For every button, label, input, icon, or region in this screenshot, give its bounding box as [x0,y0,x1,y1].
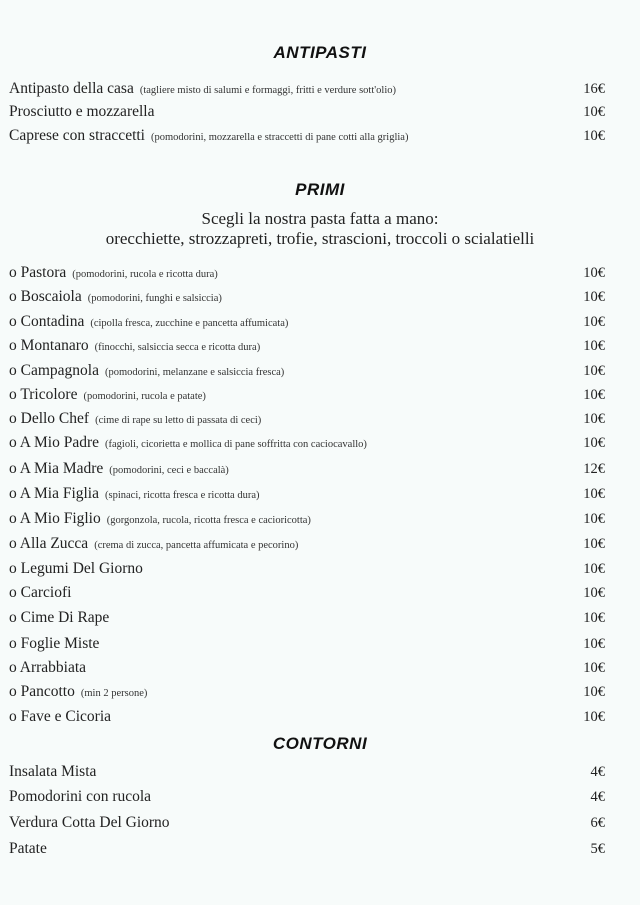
item-price: 10€ [583,585,605,601]
list-item [9,410,605,432]
list-item [9,313,605,335]
item-price: 5€ [590,841,605,857]
contorni-title: CONTORNI [272,734,368,753]
item-price: 10€ [583,636,605,652]
item-name: o Boscaiola [9,288,82,305]
item-description: (spinaci, ricotta fresca e ricotta dura) [105,490,260,501]
item-name: o Legumi Del Giorno [9,560,143,577]
item-description: (pomodorini, mozzarella e straccetti di pane cotti alla griglia) [151,132,409,143]
item-name: Pomodorini con rucola [9,788,152,805]
item-name: o Pancotto [9,683,75,700]
item-name: o Cime Di Rape [9,609,110,626]
list-item [9,386,605,408]
item-description: (cime di rape su letto di passata di ceci) [95,415,262,426]
item-price: 10€ [583,363,605,379]
item-description: (pomodorini, rucola e patate) [83,391,206,402]
list-item [9,788,605,810]
item-price: 10€ [583,511,605,527]
list-item [9,840,605,862]
item-name: o Tricolore [9,386,78,403]
item-description: (finocchi, salsiccia secca e ricotta dura) [94,342,261,353]
list-item [9,584,605,606]
list-item [9,434,605,456]
item-price: 10€ [583,289,605,305]
list-item [9,362,605,384]
item-name: Antipasto della casa [9,80,134,97]
list-item [9,80,605,102]
item-description: (crema di zucca, pancetta affumicata e pecorino) [94,540,299,551]
item-price: 10€ [583,709,605,725]
item-name: Insalata Mista [9,763,97,780]
item-description: (cipolla fresca, zucchine e pancetta affumicata) [90,318,289,329]
list-item [9,288,605,310]
item-description: (gorgonzola, rucola, ricotta fresca e cacioricotta) [106,515,311,526]
item-name: o Alla Zucca [9,535,89,552]
item-description: (pomodorini, rucola e ricotta dura) [72,269,218,280]
item-name: o A Mio Figlio [9,510,101,527]
item-price: 10€ [583,338,605,354]
item-name: Patate [9,840,47,857]
item-price: 4€ [590,789,605,805]
item-name: o Pastora [9,264,67,281]
list-item [9,659,605,681]
list-item [9,103,605,125]
list-item [9,560,605,582]
item-price: 10€ [583,561,605,577]
list-item [9,635,605,657]
item-price: 10€ [583,486,605,502]
item-price: 10€ [583,411,605,427]
item-price: 16€ [583,81,605,97]
item-price: 10€ [583,435,605,451]
list-item [9,609,605,631]
antipasti-title: ANTIPASTI [273,43,367,62]
item-description: (fagioli, cicorietta e mollica di pane soffritta con caciocavallo) [105,439,367,450]
item-name: Prosciutto e mozzarella [9,103,155,120]
item-price: 10€ [583,610,605,626]
item-name: o A Mia Madre [9,460,104,477]
item-name: o Carciofi [9,584,72,601]
item-description: (pomodorini, melanzane e salsiccia fresca) [104,367,285,378]
item-name: o A Mia Figlia [9,485,99,502]
item-name: Caprese con straccetti [9,127,145,144]
list-item [9,127,605,149]
item-price: 10€ [583,660,605,676]
item-price: 6€ [590,815,605,831]
item-description: (tagliere misto di salumi e formaggi, fritti e verdure sott'olio) [139,85,396,96]
primi-subtitle-line2: orecchiette, strozzapreti, trofie, strascioni, troccoli o scialatielli [105,229,535,248]
list-item [9,460,605,482]
item-price: 10€ [583,387,605,403]
primi-title: PRIMI [295,180,345,199]
item-price: 10€ [583,128,605,144]
item-description: (min 2 persone) [80,688,148,699]
list-item [9,763,605,785]
list-item [9,485,605,507]
item-name: o Contadina [9,313,85,330]
item-name: Verdura Cotta Del Giorno [9,814,170,831]
item-price: 4€ [590,764,605,780]
item-description: (pomodorini, funghi e salsiccia) [87,293,222,304]
list-item [9,708,605,730]
item-name: o Arrabbiata [9,659,87,676]
item-price: 10€ [583,684,605,700]
list-item [9,683,605,705]
list-item [9,535,605,557]
list-item [9,814,605,836]
item-name: o Montanaro [9,337,89,354]
item-price: 10€ [583,104,605,120]
item-name: o A Mio Padre [9,434,99,451]
item-description: (pomodorini, ceci e baccalà) [109,465,229,476]
item-name: o Fave e Cicoria [9,708,112,725]
item-price: 10€ [583,536,605,552]
item-name: o Foglie Miste [9,635,100,652]
item-price: 10€ [583,314,605,330]
list-item [9,337,605,359]
item-name: o Campagnola [9,362,99,379]
list-item [9,510,605,532]
primi-subtitle-line1: Scegli la nostra pasta fatta a mano: [201,209,439,228]
item-price: 12€ [583,461,605,477]
item-name: o Dello Chef [9,410,90,427]
item-price: 10€ [583,265,605,281]
list-item [9,264,605,286]
